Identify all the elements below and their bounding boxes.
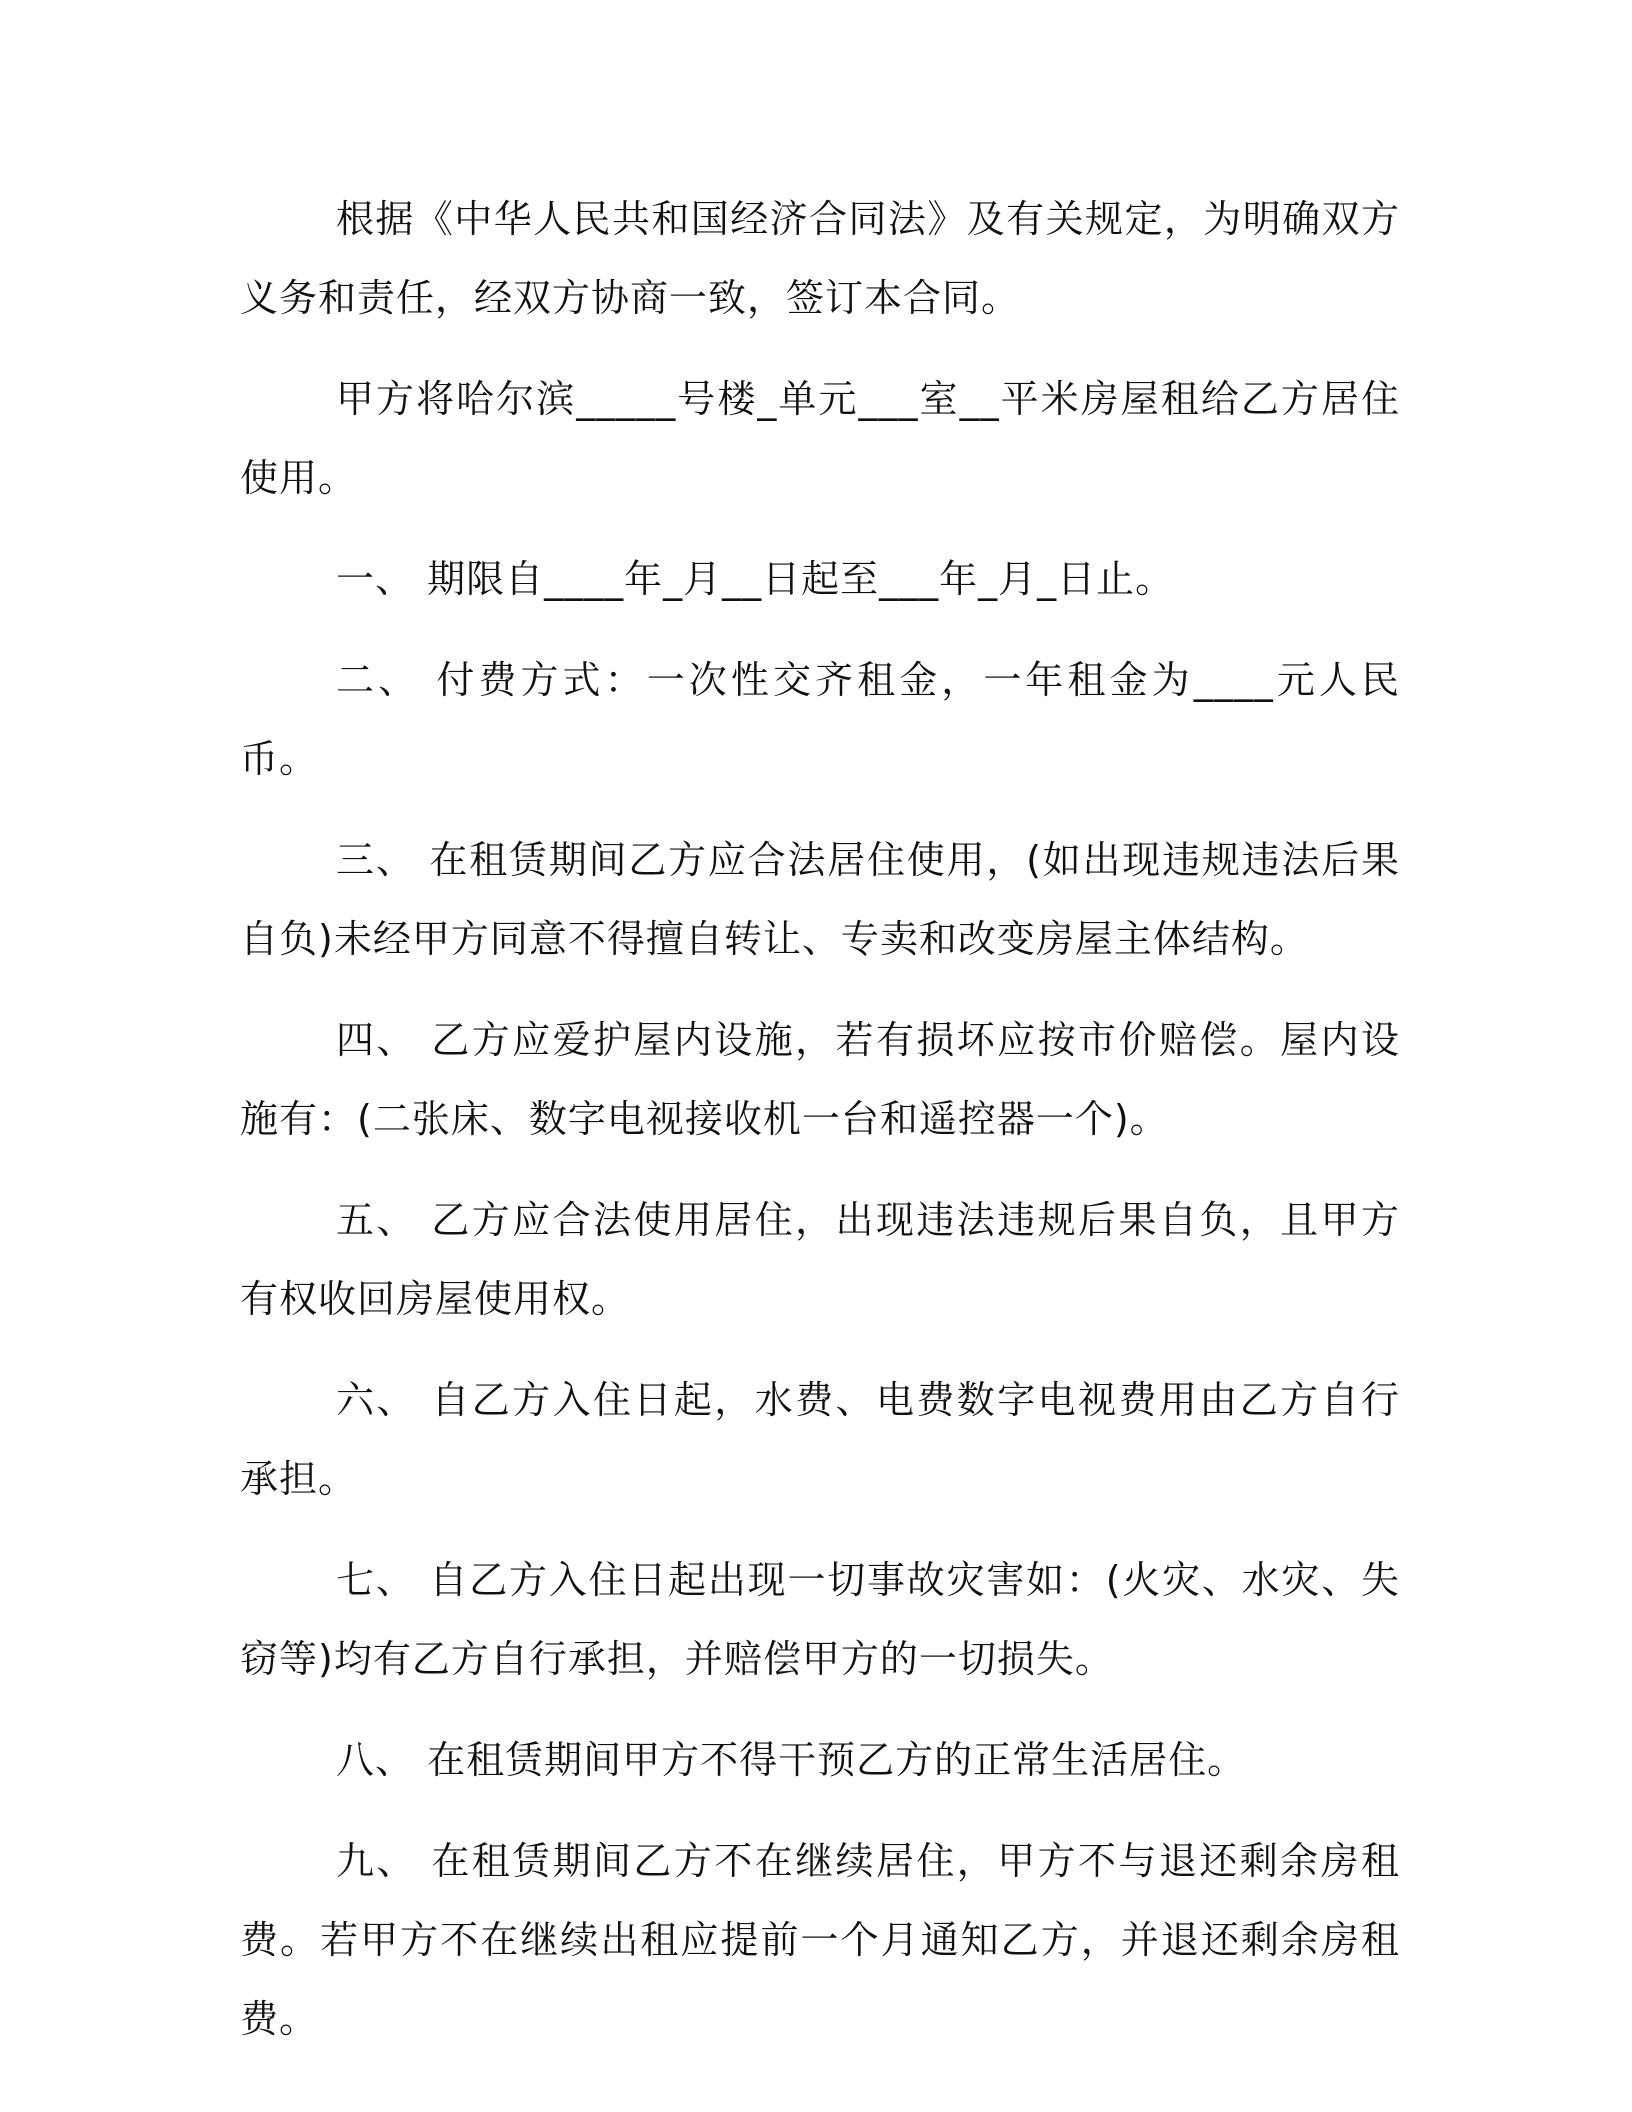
intro-paragraph: 根据《中华人民共和国经济合同法》及有关规定，为明确双方义务和责任，经双方协商一致，签订本合同。 xyxy=(240,197,1400,320)
clause-1-term: 一、 期限自____年_月__日起至___年_月_日止。 xyxy=(336,557,1175,601)
clause-6-utilities: 六、 自乙方入住日起，水费、电费数字电视费用由乙方自行承担。 xyxy=(240,1378,1400,1501)
clause-9-termination: 九、 在租赁期间乙方不在继续居住，甲方不与退还剩余房租费。若甲方不在继续出租应提前一个月通知乙方，并退还剩余房租费。 xyxy=(240,1839,1400,2041)
clause-4-facilities: 四、 乙方应爱护屋内设施，若有损坏应按市价赔偿。屋内设施有：(二张床、数字电视接收机一台和遥控器一个)。 xyxy=(240,1018,1400,1141)
clause-8-no-interference: 八、 在租赁期间甲方不得干预乙方的正常生活居住。 xyxy=(336,1738,1247,1782)
clause-7-accidents: 七、 自乙方入住日起出现一切事故灾害如：(火灾、水灾、失窃等)均有乙方自行承担，并赔偿甲方的一切损失。 xyxy=(240,1558,1400,1681)
contract-body xyxy=(240,180,1400,2081)
property-paragraph: 甲方将哈尔滨_____号楼_单元___室__平米房屋租给乙方居住使用。 xyxy=(240,377,1400,500)
clause-5-legal-use: 五、 乙方应合法使用居住，出现违法违规后果自负，且甲方有权收回房屋使用权。 xyxy=(240,1198,1400,1321)
clause-3-use: 三、 在租赁期间乙方应合法居住使用，(如出现违规违法后果自负)未经甲方同意不得擅自转让、专卖和改变房屋主体结构。 xyxy=(240,838,1400,961)
clause-2-payment: 二、 付费方式：一次性交齐租金，一年租金为____元人民币。 xyxy=(240,658,1400,781)
